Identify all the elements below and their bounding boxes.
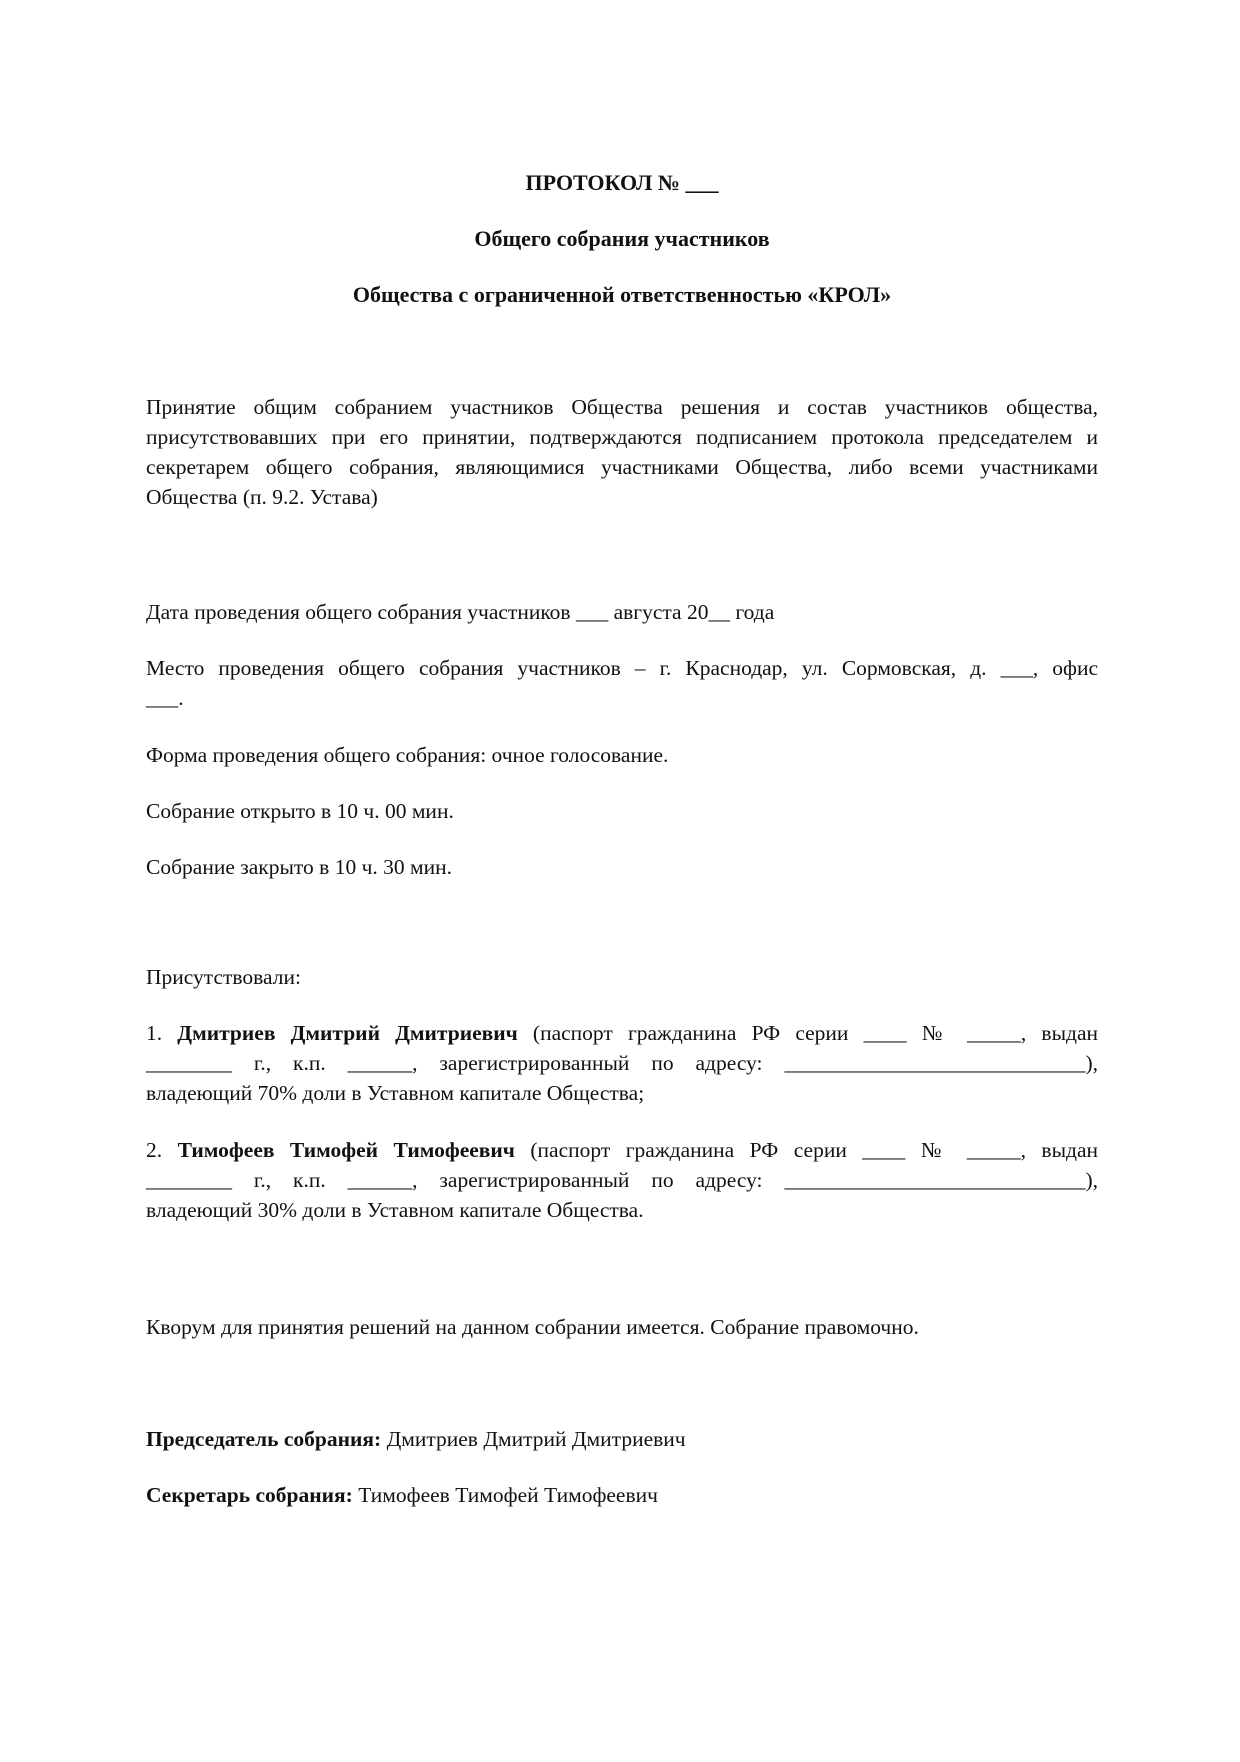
document-subtitle-company: Общества с ограниченной ответственностью «КРОЛ» — [352, 282, 892, 307]
document-subtitle-assembly: Общего собрания участников — [474, 226, 770, 251]
secretary-name: Тимофеев Тимофей Тимофеевич — [358, 1483, 658, 1507]
attendee-name: Тимофеев Тимофей Тимофеевич — [177, 1138, 515, 1162]
attendee-item — [146, 1135, 1098, 1225]
secretary-label: Секретарь собрания: — [146, 1483, 353, 1507]
attendee-name: Дмитриев Дмитрий Дмитриевич — [177, 1021, 518, 1045]
meeting-date: Дата проведения общего собрания участников ___ августа 20__ года — [146, 600, 775, 624]
intro-line: Принятие общим собранием участников Общества решения и состав участников общества, — [146, 395, 1098, 419]
attendee-passport: (паспорт гражданина РФ серии ____ № _____, выдан — [532, 1021, 1099, 1045]
document-title: ПРОТОКОЛ № ___ — [525, 170, 719, 195]
attendee-line: ________ г., к.п. ______, зарегистрированный по адресу: ____________________________), — [146, 1168, 1098, 1192]
meeting-opened: Собрание открыто в 10 ч. 00 мин. — [146, 799, 454, 823]
intro-line: секретарем общего собрания, являющимися участниками Общества, либо всеми участниками — [146, 455, 1098, 479]
chairman-signature — [146, 1424, 1098, 1454]
attendees-heading: Присутствовали: — [146, 965, 301, 989]
attendee-number: 1. — [146, 1021, 163, 1045]
chairman-name: Дмитриев Дмитрий Дмитриевич — [386, 1427, 686, 1451]
attendee-line — [146, 1018, 1098, 1048]
chairman-label: Председатель собрания: — [146, 1427, 382, 1451]
attendee-item — [146, 1018, 1098, 1108]
attendee-line — [146, 1135, 1098, 1165]
meeting-place-line: Место проведения общего собрания участников – г. Краснодар, ул. Сормовская, д. ___, офис — [146, 656, 1098, 680]
secretary-signature — [146, 1480, 1098, 1510]
attendee-passport: (паспорт гражданина РФ серии ____ № _____, выдан — [530, 1138, 1099, 1162]
attendee-line: ________ г., к.п. ______, зарегистрированный по адресу: ____________________________), — [146, 1051, 1098, 1075]
intro-paragraph — [146, 392, 1098, 512]
attendee-line: владеющий 70% доли в Уставном капитале Общества; — [146, 1081, 645, 1105]
quorum-statement: Кворум для принятия решений на данном собрании имеется. Собрание правомочно. — [146, 1315, 919, 1339]
meeting-place — [146, 653, 1098, 713]
meeting-form: Форма проведения общего собрания: очное голосование. — [146, 743, 669, 767]
meeting-place-line: ___. — [146, 686, 184, 710]
attendee-number: 2. — [146, 1138, 163, 1162]
intro-line: Общества (п. 9.2. Устава) — [146, 485, 378, 509]
attendee-line: владеющий 30% доли в Уставном капитале Общества. — [146, 1198, 644, 1222]
intro-line: присутствовавших при его принятии, подтверждаются подписанием протокола председателем и — [146, 425, 1098, 449]
meeting-closed: Собрание закрыто в 10 ч. 30 мин. — [146, 855, 452, 879]
